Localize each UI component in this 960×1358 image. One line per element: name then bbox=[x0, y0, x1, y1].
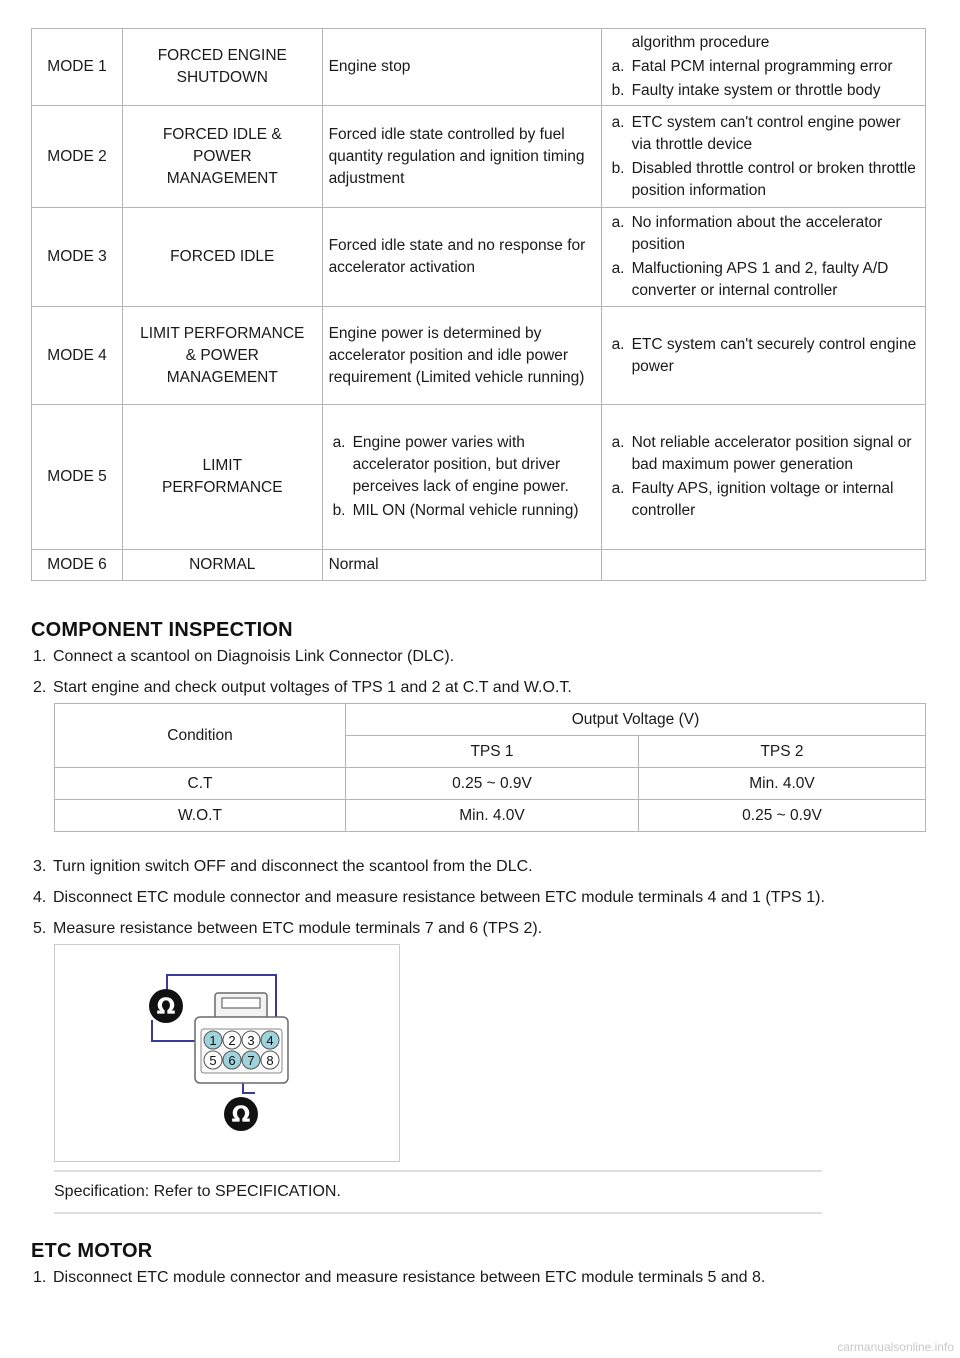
pin-8 bbox=[261, 1051, 279, 1069]
condition-cell: C.T bbox=[55, 768, 346, 800]
pin-7 bbox=[242, 1051, 260, 1069]
causes-list bbox=[608, 432, 917, 522]
svg-text:1: 1 bbox=[209, 1033, 217, 1048]
state-cell bbox=[123, 29, 323, 106]
list-item: a. ETC system can't securely control engine power bbox=[611, 335, 917, 375]
condition-header: Condition bbox=[55, 704, 346, 768]
ohm-meter-icon bbox=[149, 989, 183, 1023]
table-row bbox=[32, 208, 926, 307]
list-item: 3. Turn ignition switch OFF and disconnect the scantool from the DLC. bbox=[33, 858, 533, 875]
description-cell: Engine power is determined by accelerator position and idle power requirement (Limited vehicle running) bbox=[322, 307, 601, 405]
tps2-cell: Min. 4.0V bbox=[639, 768, 926, 800]
section-heading-component-inspection: COMPONENT INSPECTION bbox=[31, 619, 293, 641]
list-item: b. MIL ON (Normal vehicle running) bbox=[332, 502, 579, 519]
list-item: 1. Connect a scantool on Diagnoisis Link Connector (DLC). bbox=[33, 648, 455, 665]
tps-voltage-table bbox=[54, 703, 926, 832]
table-row bbox=[32, 307, 926, 405]
pin-2 bbox=[223, 1031, 241, 1049]
list-item: a. Fatal PCM internal programming error bbox=[611, 58, 893, 75]
tps2-header: TPS 2 bbox=[639, 736, 926, 768]
causes-cell bbox=[601, 307, 925, 405]
state-cell bbox=[123, 405, 323, 550]
list-item: a. Engine power varies with accelerator position, but driver perceives lack of engine power. bbox=[332, 434, 569, 495]
list-item: algorithm procedure bbox=[631, 34, 770, 51]
list-item: a. Faulty APS, ignition voltage or internal controller bbox=[611, 480, 894, 519]
causes-cell bbox=[601, 29, 925, 106]
svg-text:Ω: Ω bbox=[231, 1103, 251, 1128]
specification-note bbox=[54, 1170, 822, 1214]
tps1-header: TPS 1 bbox=[346, 736, 639, 768]
state-cell: FORCED IDLE bbox=[123, 208, 323, 307]
description-cell: Engine stop bbox=[322, 29, 601, 106]
svg-text:7: 7 bbox=[247, 1053, 255, 1068]
mode-cell: MODE 3 bbox=[32, 208, 123, 307]
list-item: 5. Measure resistance between ETC module terminals 7 and 6 (TPS 2). bbox=[33, 920, 543, 937]
list-item: b. Disabled throttle control or broken throttle position information bbox=[611, 159, 916, 199]
state-cell bbox=[123, 106, 323, 208]
tps2-cell: 0.25 ~ 0.9V bbox=[639, 800, 926, 832]
ohm-meter-icon bbox=[224, 1097, 258, 1131]
etc-connector-figure bbox=[54, 944, 400, 1162]
state-text: FORCED ENGINE SHUTDOWN bbox=[157, 47, 287, 86]
list-item: a. Malfuctioning APS 1 and 2, faulty A/D converter or internal controller bbox=[611, 260, 889, 299]
connector-diagram bbox=[55, 945, 399, 1161]
causes-cell bbox=[601, 106, 925, 208]
specification-text: Specification: Refer to SPECIFICATION. bbox=[54, 1183, 341, 1200]
svg-text:6: 6 bbox=[228, 1053, 236, 1068]
tps1-cell: 0.25 ~ 0.9V bbox=[346, 768, 639, 800]
causes-cell bbox=[601, 550, 925, 581]
table-row bbox=[55, 768, 926, 800]
state-text: LIMIT PERFORMANCE & POWER MANAGEMENT bbox=[140, 324, 305, 386]
pin-3 bbox=[242, 1031, 260, 1049]
pin-4 bbox=[261, 1031, 279, 1049]
svg-text:Ω: Ω bbox=[156, 995, 176, 1020]
mode-cell: MODE 6 bbox=[32, 550, 123, 581]
list-item: a. No information about the accelerator position bbox=[611, 214, 883, 253]
description-list bbox=[329, 432, 597, 522]
causes-cell bbox=[601, 405, 925, 550]
inspection-steps-list-continued bbox=[31, 856, 825, 949]
table-header-row bbox=[55, 704, 926, 736]
causes-list bbox=[608, 212, 917, 302]
section-heading-etc-motor: ETC MOTOR bbox=[31, 1240, 153, 1262]
description-cell bbox=[322, 405, 601, 550]
causes-list bbox=[608, 112, 917, 202]
output-voltage-header: Output Voltage (V) bbox=[346, 704, 926, 736]
causes-list bbox=[608, 334, 917, 378]
pin-1 bbox=[204, 1031, 222, 1049]
svg-text:3: 3 bbox=[247, 1033, 255, 1048]
mode-cell: MODE 4 bbox=[32, 307, 123, 405]
fail-safe-modes-table bbox=[31, 28, 926, 581]
table-row bbox=[32, 106, 926, 208]
table-row bbox=[32, 405, 926, 550]
causes-list bbox=[608, 32, 917, 102]
description-cell: Forced idle state and no response for accelerator activation bbox=[322, 208, 601, 307]
table-row bbox=[55, 800, 926, 832]
mode-cell: MODE 2 bbox=[32, 106, 123, 208]
list-item: a. Not reliable accelerator position signal or bad maximum power generation bbox=[611, 434, 912, 473]
list-item: a. ETC system can't control engine power via throttle device bbox=[611, 113, 901, 153]
pin-6 bbox=[223, 1051, 241, 1069]
watermark: carmanualsonline.info bbox=[837, 1340, 954, 1354]
state-text: LIMIT PERFORMANCE bbox=[162, 457, 283, 496]
pin-5 bbox=[204, 1051, 222, 1069]
etc-motor-steps-list bbox=[31, 1267, 765, 1298]
table-row bbox=[32, 550, 926, 581]
state-cell bbox=[123, 307, 323, 405]
mode-cell: MODE 5 bbox=[32, 405, 123, 550]
svg-text:4: 4 bbox=[266, 1033, 274, 1048]
table-row bbox=[32, 29, 926, 106]
state-text: FORCED IDLE & POWER MANAGEMENT bbox=[162, 125, 282, 187]
mode-cell: MODE 1 bbox=[32, 29, 123, 106]
svg-text:2: 2 bbox=[228, 1033, 236, 1048]
description-cell: Normal bbox=[322, 550, 601, 581]
description-cell: Forced idle state controlled by fuel quantity regulation and ignition timing adjustment bbox=[322, 106, 601, 208]
tps1-cell: Min. 4.0V bbox=[346, 800, 639, 832]
condition-cell: W.O.T bbox=[55, 800, 346, 832]
svg-text:8: 8 bbox=[266, 1053, 274, 1068]
list-item: 1. Disconnect ETC module connector and measure resistance between ETC module terminals 5 and 8. bbox=[33, 1269, 766, 1286]
list-item: b. Faulty intake system or throttle body bbox=[611, 82, 881, 99]
causes-cell bbox=[601, 208, 925, 307]
list-item: 4. Disconnect ETC module connector and measure resistance between ETC module terminals 4 and 1 (TPS 1). bbox=[33, 889, 825, 906]
svg-text:5: 5 bbox=[209, 1053, 217, 1068]
list-item: 2. Start engine and check output voltages of TPS 1 and 2 at C.T and W.O.T. bbox=[33, 679, 572, 696]
inspection-steps-list bbox=[31, 646, 572, 708]
state-cell: NORMAL bbox=[123, 550, 323, 581]
